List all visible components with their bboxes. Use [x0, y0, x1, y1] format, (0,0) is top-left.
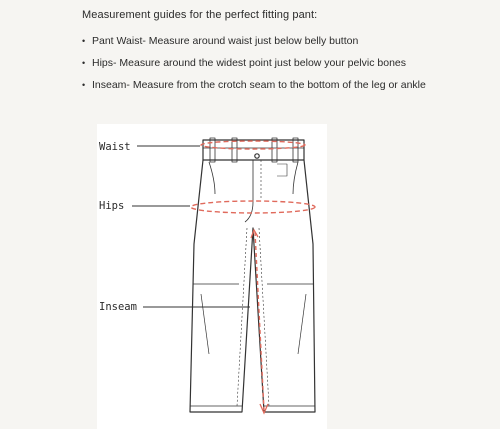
guide-item-inseam: [82, 79, 426, 101]
bullet-glyph: •: [82, 80, 86, 90]
waist-label: Waist: [99, 141, 131, 153]
pants-silhouette: [190, 160, 315, 412]
pant-measurement-diagram: [97, 124, 327, 429]
hips-label: Hips: [99, 200, 125, 212]
button-shape: [255, 154, 259, 158]
guide-text-hips: Hips- Measure around the widest point just below your pelvic bones: [92, 57, 407, 69]
guide-text-inseam: Inseam- Measure from the crotch seam to the bottom of the leg or ankle: [92, 79, 426, 91]
measurement-guide-list: [82, 35, 426, 101]
waistband-shape: [203, 140, 304, 160]
bullet-glyph: •: [82, 36, 86, 46]
inseam-label: Inseam: [99, 301, 137, 313]
intro-text: Measurement guides for the perfect fitting pant:: [82, 9, 318, 21]
guide-item-hips: [82, 57, 426, 79]
bullet-glyph: •: [82, 58, 86, 68]
pants-outline: [190, 138, 315, 412]
pants-illustration: [97, 124, 327, 429]
guide-text-waist: Pant Waist- Measure around waist just below belly button: [92, 35, 359, 47]
guide-item-waist: [82, 35, 426, 57]
